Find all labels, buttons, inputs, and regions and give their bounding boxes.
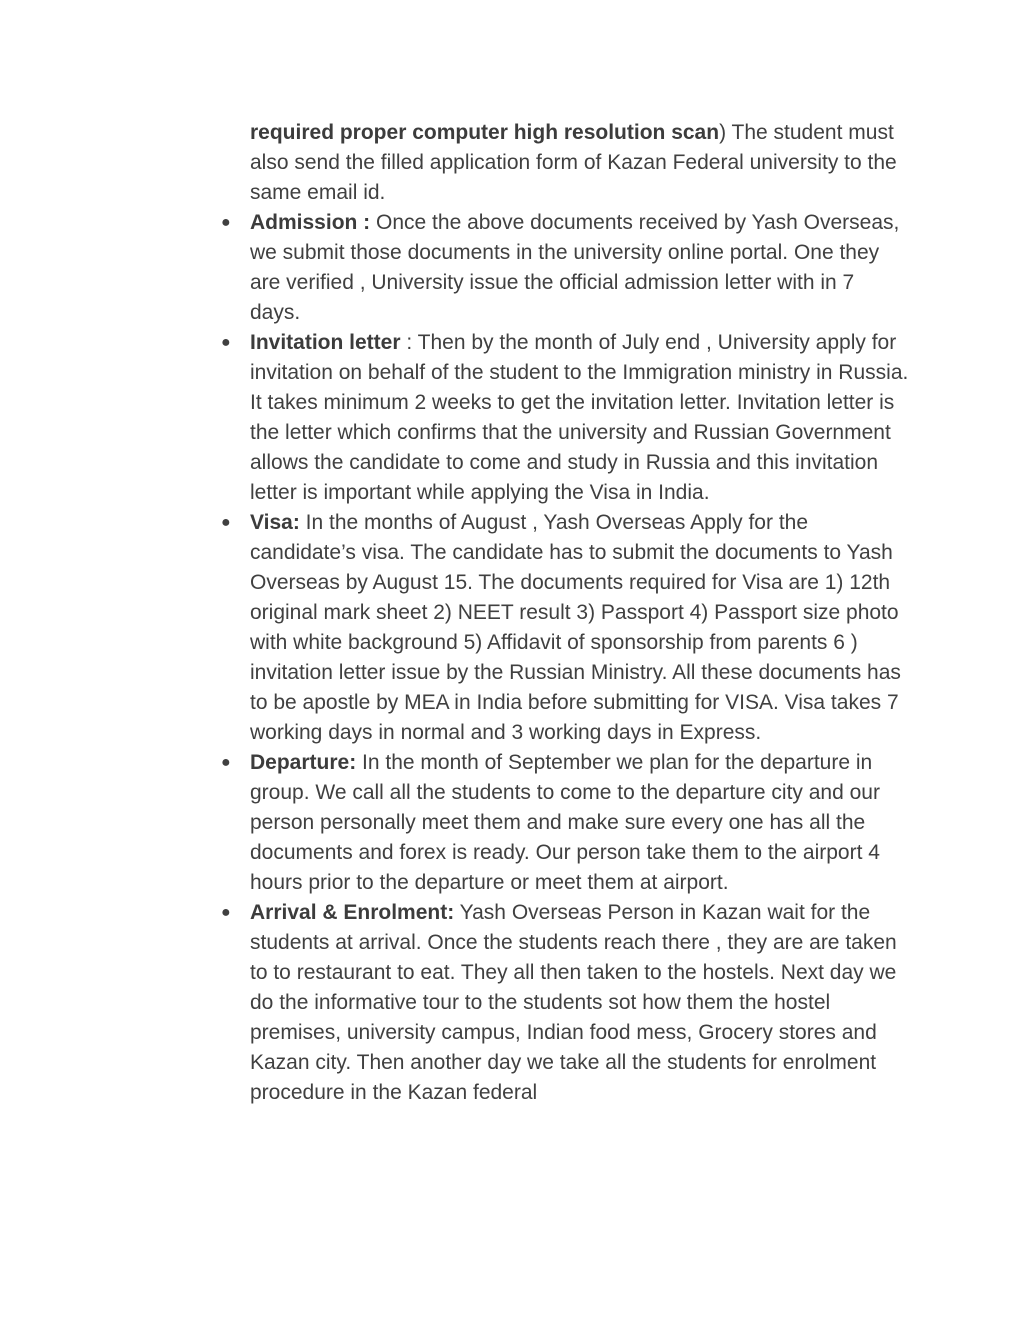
- item-text: : Then by the month of July end , University apply for invitation on behalf of the student to the Immigration ministry in Russia. It takes minimum 2 weeks to get the invitation letter. Invitation letter is the letter which confirms that the university and Russian Government allows the candidate to come and study in Russia and this invitation letter is important while applying the Visa in India.: [250, 331, 909, 504]
- bullet-icon: ●: [221, 214, 231, 231]
- list-item-admission: [221, 208, 910, 328]
- item-text: Yash Overseas Person in Kazan wait for the students at arrival. Once the students reach there , they are are taken to to restaurant to eat. They all then taken to the hostels. Next day we do the informative tour to the students sot how them the hostel premises, university campus, Indian food mess, Grocery stores and Kazan city. Then another day we take all the students for enrolment procedure in the Kazan federal: [250, 901, 897, 1104]
- bullet-icon: ●: [221, 514, 231, 531]
- document-body: [221, 118, 910, 1108]
- item-label: Invitation letter: [250, 331, 401, 354]
- item-text: In the months of August , Yash Overseas Apply for the candidate’s visa. The candidate has to submit the documents to Yash Overseas by August 15. The documents required for Visa are 1) 12th original mark sheet 2) NEET result 3) Passport 4) Passport size photo with white background 5) Affidavit of sponsorship from parents 6 ) invitation letter issue by the Russian Ministry. All these documents has to be apostle by MEA in India before submitting for VISA. Visa takes 7 working days in normal and 3 working days in Express.: [250, 511, 901, 744]
- item-label: Departure:: [250, 751, 357, 774]
- item-label: Arrival & Enrolment:: [250, 901, 455, 924]
- bullet-icon: ●: [221, 904, 231, 921]
- item-text: In the month of September we plan for the departure in group. We call all the students to come to the departure city and our person personally meet them and make sure every one has all the documents and forex is ready. Our person take them to the airport 4 hours prior to the departure or meet them at airport.: [250, 751, 880, 894]
- item-text: Once the above documents received by Yash Overseas, we submit those documents in the university online portal. One they are verified , University issue the official admission letter with in 7 days.: [250, 211, 900, 324]
- list-item-visa: [221, 508, 910, 748]
- intro-paragraph: [250, 118, 910, 208]
- list-item-arrival-enrolment: [221, 898, 910, 1108]
- intro-bold-text: required proper computer high resolution scan: [250, 121, 720, 144]
- bullet-icon: ●: [221, 754, 231, 771]
- item-label: Admission :: [250, 211, 371, 234]
- intro-text: ) The student must also send the filled application form of Kazan Federal university to the same email id.: [250, 121, 897, 204]
- list-item-invitation-letter: [221, 328, 910, 508]
- item-label: Visa:: [250, 511, 300, 534]
- list-item-departure: [221, 748, 910, 898]
- bullet-icon: ●: [221, 334, 231, 351]
